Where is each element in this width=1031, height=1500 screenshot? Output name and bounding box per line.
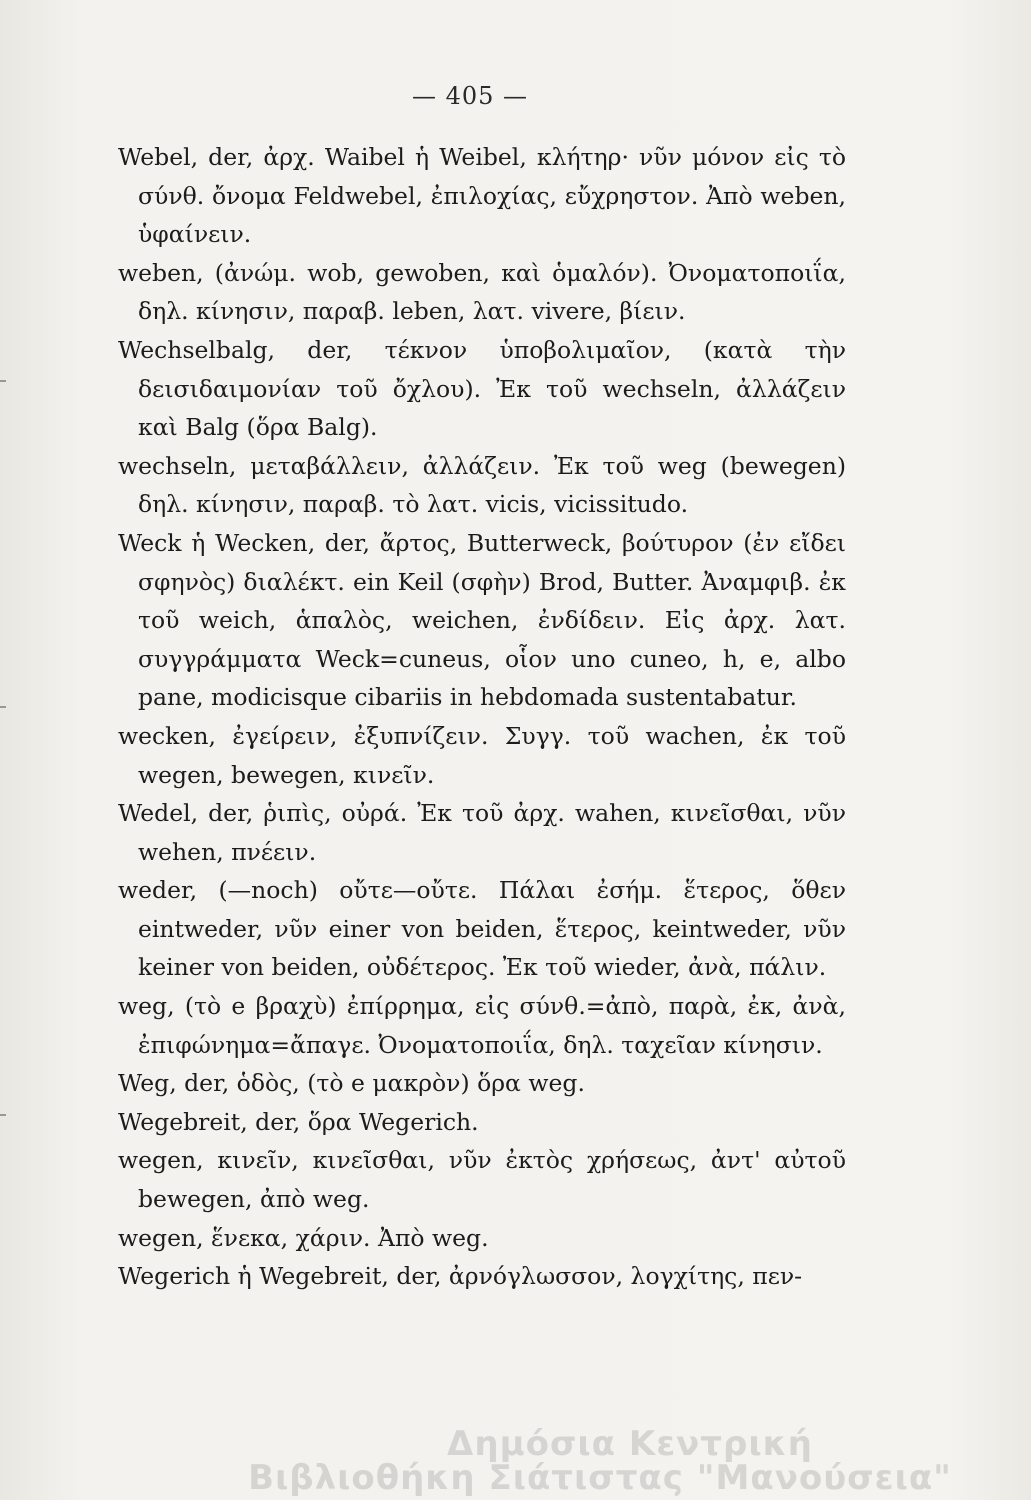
dictionary-entry-wedel: Wedel, der, ῥιπὶς, οὐρά. Ἐκ τοῦ ἀρχ. wahen, κινεῖσθαι, νῦν wehen, πνέειν. [118, 799, 846, 866]
dictionary-entry-wegebreit: Wegebreit, der, ὅρα Wegerich. [118, 1107, 479, 1136]
library-watermark-line2: Βιβλιοθήκη Σιάτιστας "Μανούσεια" [248, 1458, 952, 1498]
dictionary-entry-wegen-prep: wegen, ἕνεκα, χάριν. Ἀπὸ weg. [118, 1223, 489, 1252]
page-number: — 405 — [411, 82, 529, 110]
dictionary-entry-wecken: wecken, ἐγείρειν, ἐξυπνίζειν. Συγγ. τοῦ wachen, ἐκ τοῦ wegen, bewegen, κινεῖν. [118, 721, 846, 789]
dictionary-entry-weg-noun: Weg, der, ὁδὸς, (τὸ e μακρὸν) ὅρα weg. [118, 1069, 585, 1098]
dictionary-entry-weck: Weck ἡ Wecken, der, ἄρτος, Butterweck, βούτυρον (ἐν εἴδει σφηνὸς) διαλέκτ. ein Keil (σφὴν) Brod, Butter. Ἀναμφιβ. ἐκ τοῦ weich, ἁπαλὸς, weichen, ἐνδίδειν. Εἰς ἀρχ. λατ. συγγράμματα Weck=cuneus, οἷον uno cuneo, h, e, albo pane, modicisque cibariis in hebdomada sustentabatur. [118, 528, 846, 712]
library-watermark-line1: Δημόσια Κεντρική [447, 1424, 813, 1464]
dictionary-entry-wegerich: Wegerich ἡ Wegebreit, der, ἀρνόγλωσσον, λογχίτης, πεν- [118, 1262, 803, 1291]
dictionary-entries [118, 138, 846, 1296]
binding-mark [0, 706, 6, 708]
binding-mark [0, 380, 6, 382]
dictionary-entry-weg-adverb: weg, (τὸ e βραχὺ) ἐπίρρημα, εἰς σύνθ.=ἀπὸ, παρὰ, ἐκ, ἀνὰ, ἐπιφώνημα=ἄπαγε. Ὀνοματοποιΐα, δηλ. ταχεῖαν κίνησιν. [118, 992, 846, 1059]
dictionary-entry-wechseln: wechseln, μεταβάλλειν, ἀλλάζειν. Ἐκ τοῦ weg (bewegen) δηλ. κίνησιν, παραβ. τὸ λατ. vicis, vicissitudo. [118, 451, 846, 519]
dictionary-entry-weben: weben, (ἀνώμ. wob, gewoben, καὶ ὁμαλόν). Ὀνοματοποιΐα, δηλ. κίνησιν, παραβ. leben, λατ. vivere, βίειν. [118, 258, 846, 326]
dictionary-entry-wechselbalg: Wechselbalg, der, τέκνον ὑποβολιμαῖον, (κατὰ τὴν δεισιδαιμονίαν τοῦ ὄχλου). Ἐκ τοῦ wechseln, ἀλλάζειν καὶ Balg (ὅρα Balg). [118, 335, 846, 442]
binding-mark [0, 1114, 6, 1116]
dictionary-entry-wegen-verb: wegen, κινεῖν, κινεῖσθαι, νῦν ἐκτὸς χρήσεως, ἀντ' αὐτοῦ bewegen, ἀπὸ weg. [118, 1146, 846, 1214]
dictionary-entry-weder: weder, (—noch) οὔτε—οὔτε. Πάλαι ἐσήμ. ἕτερος, ὅθεν eintweder, νῦν einer von beiden, ἕτερος, keintweder, νῦν keiner von beiden, οὐδέτερος. Ἐκ τοῦ wieder, ἀνὰ, πάλιν. [118, 876, 846, 982]
dictionary-entry-webel: Webel, der, ἀρχ. Waibel ἡ Weibel, κλήτηρ· νῦν μόνον εἰς τὸ σύνθ. ὄνομα Feldwebel, ἐπιλοχίας, εὔχρηστον. Ἀπὸ weben, ὑφαίνειν. [118, 143, 846, 249]
